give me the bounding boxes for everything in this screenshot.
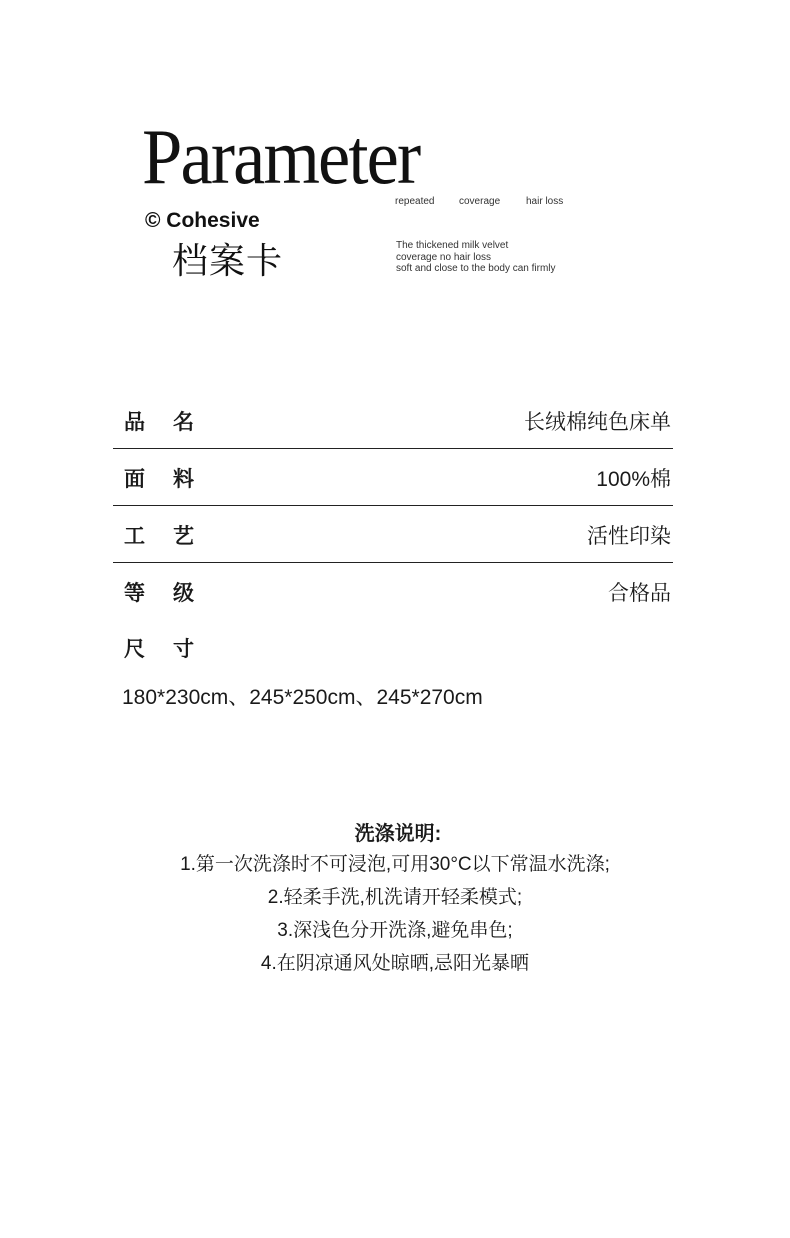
washing-instructions [0,820,790,980]
spec-value: 合格品 [608,582,671,605]
spec-label: 等级 [124,582,222,605]
washing-line: 3.深浅色分开洗涤,避免串色; [277,920,513,941]
description-line: The thickened milk velvet [396,240,509,251]
brand-name: © Cohesive [145,209,260,232]
spec-label: 工艺 [124,525,222,548]
spec-value: 长绒棉纯色床单 [524,411,671,434]
description [396,240,556,275]
spec-row-grade [113,563,673,619]
spec-label: 尺寸 [124,638,222,661]
brand-subtitle: 档案卡 [172,240,284,281]
spec-value: 活性印染 [587,525,671,548]
tag-coverage: coverage [459,196,501,207]
spec-table [113,392,673,675]
spec-row-size [113,619,673,675]
spec-label: 品名 [124,411,222,434]
spec-row-craft [113,506,673,563]
spec-value: 100%棉 [596,468,671,491]
spec-row-fabric [113,449,673,506]
size-list: 180*230cm、245*250cm、245*270cm [122,686,483,709]
description-line: coverage no hair loss [396,251,492,263]
tag-repeated: repeated [395,196,435,207]
spec-label: 面料 [124,468,222,491]
page-title: Parameter [142,113,420,200]
washing-line: 4.在阴凉通风处晾晒,忌阳光暴晒 [260,953,530,974]
spec-row-name [113,392,673,449]
washing-line: 1.第一次洗涤时不可浸泡,可用30°C以下常温水洗涤; [180,854,610,875]
washing-title: 洗涤说明: [354,823,442,845]
tag-hair-loss: hair loss [526,196,564,207]
description-line: soft and close to the body can firmly [396,263,556,274]
washing-line: 2.轻柔手洗,机洗请开轻柔模式; [267,887,523,908]
